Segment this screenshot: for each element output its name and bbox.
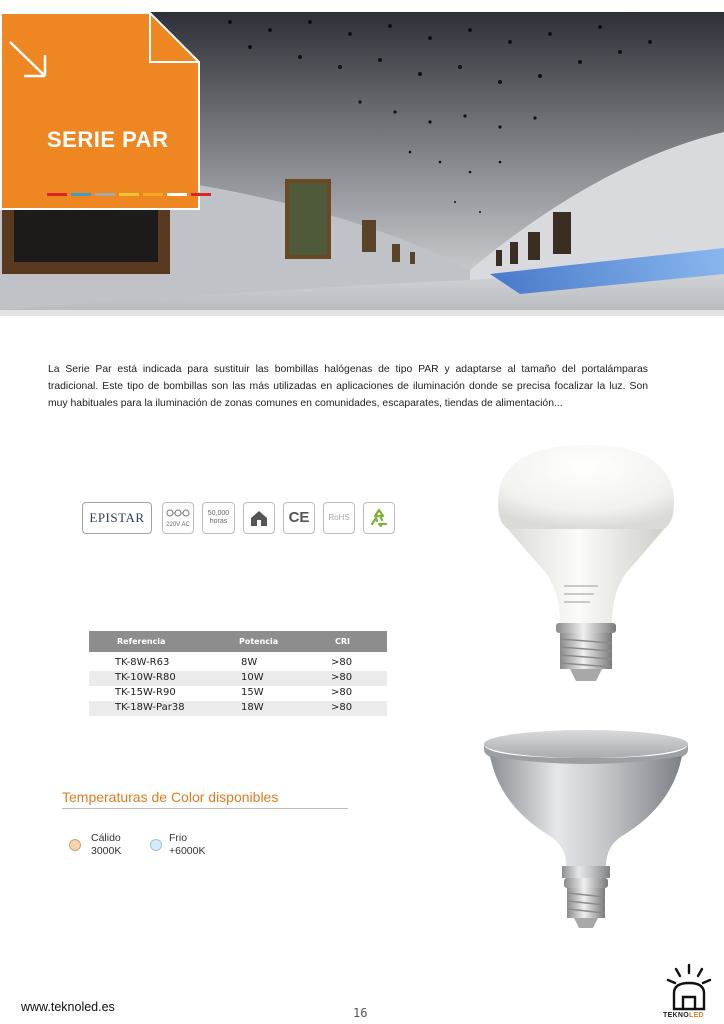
- page-title: SERIE PAR: [47, 127, 169, 152]
- table-header: [89, 631, 387, 652]
- cell-potencia: 18W: [241, 702, 264, 713]
- cell-cri: >80: [331, 687, 353, 698]
- spec-table: [89, 631, 387, 716]
- color-temperatures-title: Temperaturas de Color disponibles: [62, 789, 279, 805]
- teknoled-logo-icon: [666, 963, 712, 1019]
- cell-referencia: TK-18W-Par38: [115, 702, 185, 713]
- header-potencia: Potencia: [239, 637, 279, 646]
- voltage-icon: [162, 502, 194, 534]
- cell-referencia: TK-8W-R63: [115, 657, 170, 668]
- warm-label: Cálido: [91, 832, 121, 844]
- cold-label: Frio: [169, 832, 188, 844]
- cell-cri: >80: [331, 672, 353, 683]
- recycle-icon: [363, 502, 395, 534]
- hero-divider: [0, 310, 724, 316]
- intro-paragraph: La Serie Par está indicada para sustituir las bombillas halógenas de tipo PAR y adaptarse al tamaño del portalámparas tradicional. Este tipo de bombillas son las más utilizadas en aplicaciones de iluminación donde se precisa focalizar la luz. Son muy habituales para la iluminación de zonas comunes en comunidades, escaparates, tiendas de alimentación...: [48, 364, 648, 410]
- color-temperatures-divider: [62, 808, 348, 809]
- warm-temperature: [91, 832, 121, 858]
- logo-text-led: LED: [689, 1012, 704, 1019]
- cell-referencia: TK-15W-R90: [115, 687, 176, 698]
- epistar-logo: EPISTAR: [82, 502, 152, 534]
- cell-cri: >80: [331, 702, 353, 713]
- header-cri: CRI: [335, 637, 351, 646]
- table-row: [89, 686, 387, 701]
- rohs-icon: RoHS: [323, 502, 355, 534]
- table-row: [89, 656, 387, 671]
- hours-icon: [202, 502, 235, 534]
- hours-value: 50,000: [207, 510, 230, 517]
- hero-gallery-image: [0, 12, 724, 310]
- header-referencia: Referencia: [117, 637, 166, 646]
- website-link[interactable]: www.teknoled.es: [21, 1000, 115, 1014]
- ce-mark-icon: CE: [283, 502, 315, 534]
- serie-tag-icon: [0, 12, 200, 210]
- color-stripes: [47, 193, 211, 196]
- cell-potencia: 8W: [241, 657, 258, 668]
- cell-referencia: TK-10W-R80: [115, 672, 176, 683]
- cold-color-swatch: [150, 839, 162, 851]
- par38-bulb-image: [482, 726, 690, 932]
- table-row: [89, 671, 387, 686]
- hours-unit: horas: [209, 518, 228, 525]
- page-number: 16: [353, 1006, 368, 1020]
- cold-temperature: [169, 832, 206, 858]
- r-bulb-image: [494, 443, 678, 687]
- cold-value: +6000K: [169, 845, 206, 857]
- cell-cri: >80: [331, 657, 353, 668]
- warm-value: 3000K: [91, 845, 122, 857]
- cell-potencia: 15W: [241, 687, 264, 698]
- house-icon: [243, 502, 275, 534]
- voltage-label: 220V AC: [166, 521, 190, 528]
- teknoled-logo-text: [663, 1012, 704, 1019]
- cell-potencia: 10W: [241, 672, 264, 683]
- table-row: [89, 701, 387, 716]
- warm-color-swatch: [69, 839, 81, 851]
- logo-text-tekno: TEKNO: [663, 1012, 689, 1019]
